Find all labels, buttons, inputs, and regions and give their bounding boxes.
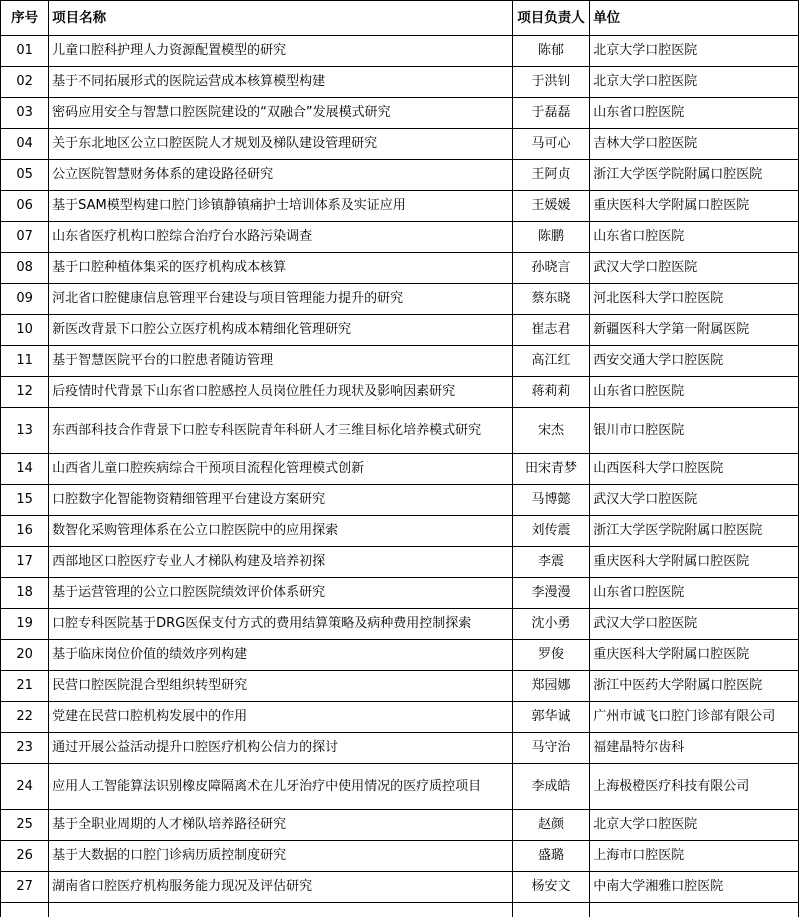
row-project-lead: 郭华诚 <box>512 702 589 733</box>
table-row <box>1 408 799 454</box>
row-project-name: 基于临床岗位价值的绩效序列构建 <box>49 640 513 671</box>
row-unit: 上海极橙医疗科技有限公司 <box>590 764 799 810</box>
table-row <box>1 284 799 315</box>
header-no: 序号 <box>1 1 49 36</box>
row-no: 24 <box>1 764 49 810</box>
row-project-name: 应用人工智能算法识别橡皮障隔离术在儿牙治疗中使用情况的医疗质控项目 <box>49 764 513 810</box>
row-project-name: 基于SAM模型构建口腔门诊镇静镇痛护士培训体系及实证应用 <box>49 191 513 222</box>
empty-cell <box>512 903 589 917</box>
row-no: 14 <box>1 454 49 485</box>
table-body <box>1 36 799 917</box>
row-project-name: 基于全职业周期的人才梯队培养路径研究 <box>49 810 513 841</box>
row-project-lead: 孙晓言 <box>512 253 589 284</box>
table-row <box>1 454 799 485</box>
row-project-lead: 刘传震 <box>512 516 589 547</box>
row-project-lead: 于磊磊 <box>512 98 589 129</box>
row-project-lead: 于洪钊 <box>512 67 589 98</box>
row-no: 07 <box>1 222 49 253</box>
row-project-name: 口腔专科医院基于DRG医保支付方式的费用结算策略及病种费用控制探索 <box>49 609 513 640</box>
row-project-name: 后疫情时代背景下山东省口腔感控人员岗位胜任力现状及影响因素研究 <box>49 377 513 408</box>
row-project-lead: 宋杰 <box>512 408 589 454</box>
row-project-lead: 高江红 <box>512 346 589 377</box>
table-row <box>1 191 799 222</box>
row-project-name: 民营口腔医院混合型组织转型研究 <box>49 671 513 702</box>
table-row <box>1 609 799 640</box>
table-row <box>1 98 799 129</box>
row-project-lead: 李成皓 <box>512 764 589 810</box>
row-project-name: 基于不同拓展形式的医院运营成本核算模型构建 <box>49 67 513 98</box>
table-row <box>1 485 799 516</box>
table-row <box>1 315 799 346</box>
table-row <box>1 222 799 253</box>
row-unit: 武汉大学口腔医院 <box>590 609 799 640</box>
table-row <box>1 872 799 903</box>
row-no: 21 <box>1 671 49 702</box>
row-project-name: 基于运营管理的公立口腔医院绩效评价体系研究 <box>49 578 513 609</box>
empty-cell <box>49 903 513 917</box>
row-project-name: 西部地区口腔医疗专业人才梯队构建及培养初探 <box>49 547 513 578</box>
row-project-lead: 陈郁 <box>512 36 589 67</box>
row-project-lead: 赵颜 <box>512 810 589 841</box>
table-row <box>1 377 799 408</box>
row-project-lead: 罗俊 <box>512 640 589 671</box>
row-no: 06 <box>1 191 49 222</box>
row-project-name: 公立医院智慧财务体系的建设路径研究 <box>49 160 513 191</box>
row-project-lead: 李震 <box>512 547 589 578</box>
row-unit: 福建晶特尔齿科 <box>590 733 799 764</box>
row-no: 03 <box>1 98 49 129</box>
row-project-lead: 郑园娜 <box>512 671 589 702</box>
row-project-name: 密码应用安全与智慧口腔医院建设的“双融合”发展模式研究 <box>49 98 513 129</box>
table-row <box>1 547 799 578</box>
row-project-lead: 王阿贞 <box>512 160 589 191</box>
row-project-lead: 王媛媛 <box>512 191 589 222</box>
row-no: 26 <box>1 841 49 872</box>
row-project-name: 儿童口腔科护理人力资源配置模型的研究 <box>49 36 513 67</box>
row-no: 04 <box>1 129 49 160</box>
table-row <box>1 764 799 810</box>
row-project-name: 基于智慧医院平台的口腔患者随访管理 <box>49 346 513 377</box>
row-no: 16 <box>1 516 49 547</box>
row-unit: 武汉大学口腔医院 <box>590 485 799 516</box>
row-no: 13 <box>1 408 49 454</box>
table-row <box>1 671 799 702</box>
table-row <box>1 733 799 764</box>
table-row <box>1 810 799 841</box>
row-no: 23 <box>1 733 49 764</box>
table-row <box>1 36 799 67</box>
row-project-name: 基于口腔种植体集采的医疗机构成本核算 <box>49 253 513 284</box>
row-project-lead: 盛璐 <box>512 841 589 872</box>
table-row <box>1 702 799 733</box>
row-unit: 上海市口腔医院 <box>590 841 799 872</box>
row-no: 22 <box>1 702 49 733</box>
row-unit: 浙江中医药大学附属口腔医院 <box>590 671 799 702</box>
row-no: 08 <box>1 253 49 284</box>
row-project-name: 东西部科技合作背景下口腔专科医院青年科研人才三维目标化培养模式研究 <box>49 408 513 454</box>
table-header-row <box>1 1 799 36</box>
row-project-lead: 马可心 <box>512 129 589 160</box>
row-unit: 北京大学口腔医院 <box>590 67 799 98</box>
table-row <box>1 516 799 547</box>
table-row <box>1 640 799 671</box>
table-row-empty <box>1 903 799 917</box>
row-unit: 山东省口腔医院 <box>590 222 799 253</box>
row-no: 18 <box>1 578 49 609</box>
row-unit: 山东省口腔医院 <box>590 98 799 129</box>
row-project-lead: 田宋青梦 <box>512 454 589 485</box>
row-project-lead: 沈小勇 <box>512 609 589 640</box>
row-no: 11 <box>1 346 49 377</box>
row-project-name: 山西省儿童口腔疾病综合干预项目流程化管理模式创新 <box>49 454 513 485</box>
row-no: 19 <box>1 609 49 640</box>
row-project-name: 关于东北地区公立口腔医院人才规划及梯队建设管理研究 <box>49 129 513 160</box>
row-unit: 吉林大学口腔医院 <box>590 129 799 160</box>
row-no: 05 <box>1 160 49 191</box>
row-unit: 广州市诚飞口腔门诊部有限公司 <box>590 702 799 733</box>
row-project-lead: 蔡东晓 <box>512 284 589 315</box>
table-row <box>1 253 799 284</box>
row-no: 10 <box>1 315 49 346</box>
row-no: 02 <box>1 67 49 98</box>
row-project-lead: 蒋莉莉 <box>512 377 589 408</box>
row-project-lead: 杨安文 <box>512 872 589 903</box>
table-row <box>1 129 799 160</box>
row-project-name: 基于大数据的口腔门诊病历质控制度研究 <box>49 841 513 872</box>
table-row <box>1 841 799 872</box>
row-unit: 山西医科大学口腔医院 <box>590 454 799 485</box>
row-unit: 重庆医科大学附属口腔医院 <box>590 547 799 578</box>
row-unit: 北京大学口腔医院 <box>590 810 799 841</box>
row-no: 20 <box>1 640 49 671</box>
empty-cell <box>1 903 49 917</box>
row-project-lead: 马守治 <box>512 733 589 764</box>
table-row <box>1 578 799 609</box>
row-unit: 武汉大学口腔医院 <box>590 253 799 284</box>
row-project-lead: 马博懿 <box>512 485 589 516</box>
table-row <box>1 67 799 98</box>
row-project-lead: 陈鹏 <box>512 222 589 253</box>
row-project-name: 山东省医疗机构口腔综合治疗台水路污染调查 <box>49 222 513 253</box>
empty-cell <box>590 903 799 917</box>
row-no: 15 <box>1 485 49 516</box>
row-no: 27 <box>1 872 49 903</box>
row-project-name: 口腔数字化智能物资精细管理平台建设方案研究 <box>49 485 513 516</box>
row-unit: 新疆医科大学第一附属医院 <box>590 315 799 346</box>
row-unit: 西安交通大学口腔医院 <box>590 346 799 377</box>
row-project-name: 湖南省口腔医疗机构服务能力现况及评估研究 <box>49 872 513 903</box>
row-unit: 中南大学湘雅口腔医院 <box>590 872 799 903</box>
header-unit: 单位 <box>590 1 799 36</box>
header-project-lead: 项目负责人 <box>512 1 589 36</box>
row-unit: 浙江大学医学院附属口腔医院 <box>590 516 799 547</box>
row-unit: 银川市口腔医院 <box>590 408 799 454</box>
row-unit: 山东省口腔医院 <box>590 377 799 408</box>
row-project-name: 通过开展公益活动提升口腔医疗机构公信力的探讨 <box>49 733 513 764</box>
row-project-name: 党建在民营口腔机构发展中的作用 <box>49 702 513 733</box>
row-no: 01 <box>1 36 49 67</box>
header-project-name: 项目名称 <box>49 1 513 36</box>
row-unit: 浙江大学医学院附属口腔医院 <box>590 160 799 191</box>
row-unit: 河北医科大学口腔医院 <box>590 284 799 315</box>
row-project-lead: 李漫漫 <box>512 578 589 609</box>
row-no: 17 <box>1 547 49 578</box>
row-project-name: 数智化采购管理体系在公立口腔医院中的应用探索 <box>49 516 513 547</box>
row-project-name: 河北省口腔健康信息管理平台建设与项目管理能力提升的研究 <box>49 284 513 315</box>
row-no: 25 <box>1 810 49 841</box>
row-unit: 重庆医科大学附属口腔医院 <box>590 640 799 671</box>
row-unit: 山东省口腔医院 <box>590 578 799 609</box>
row-unit: 北京大学口腔医院 <box>590 36 799 67</box>
row-no: 12 <box>1 377 49 408</box>
table-row <box>1 160 799 191</box>
row-unit: 重庆医科大学附属口腔医院 <box>590 191 799 222</box>
table-row <box>1 346 799 377</box>
row-project-lead: 崔志君 <box>512 315 589 346</box>
row-project-name: 新医改背景下口腔公立医疗机构成本精细化管理研究 <box>49 315 513 346</box>
row-no: 09 <box>1 284 49 315</box>
